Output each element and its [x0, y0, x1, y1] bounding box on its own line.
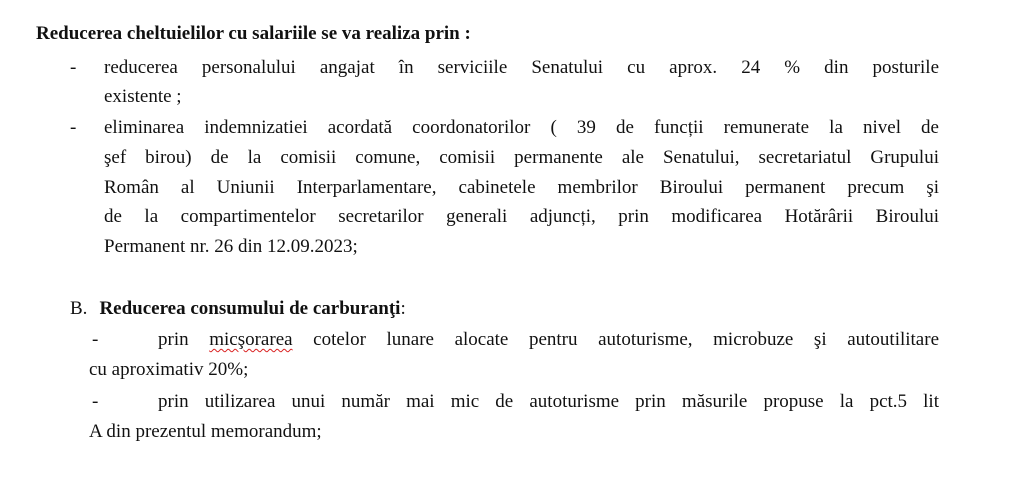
- paragraph-line: Român al Uniunii Interparlamentare, cabinetele membrilor Biroului permanent precum şi: [104, 177, 939, 198]
- section-heading: Reducerea cheltuielilor cu salariile se va realiza prin :: [36, 23, 471, 44]
- paragraph-line: reducerea personalului angajat în serviciile Senatului cu aprox. 24 % din posturile: [104, 57, 939, 78]
- paragraph-line: prin utilizarea unui număr mai mic de autoturisme prin măsurile propuse la pct.5 lit: [158, 391, 939, 412]
- section-b-heading: [70, 297, 406, 321]
- paragraph-line: [158, 328, 939, 352]
- text-run: cotelor lunare alocate pentru autoturisme, microbuze şi autoutilitare: [292, 329, 940, 350]
- text-run: prin: [158, 329, 210, 350]
- paragraph-line: eliminarea indemnizatiei acordată coordonatorilor ( 39 de funcții remunerate la nivel de: [104, 117, 939, 138]
- paragraph-line: cu aproximativ 20%;: [89, 359, 249, 380]
- paragraph-line: şef birou) de la comisii comune, comisii permanente ale Senatului, secretariatul Grupului: [104, 147, 939, 168]
- bullet-dash: -: [92, 391, 99, 412]
- section-b-title-suffix: :: [400, 298, 406, 319]
- misspelled-word[interactable]: micşorarea: [209, 329, 293, 350]
- paragraph-line: existente ;: [104, 86, 182, 107]
- paragraph-line: A din prezentul memorandum;: [89, 421, 322, 442]
- bullet-dash: -: [70, 57, 77, 78]
- paragraph-line: Permanent nr. 26 din 12.09.2023;: [104, 236, 358, 257]
- paragraph-line: de la compartimentelor secretarilor generali adjuncți, prin modificarea Hotărârii Biroului: [104, 206, 939, 227]
- bullet-dash: -: [92, 329, 99, 350]
- bullet-dash: -: [70, 117, 77, 138]
- section-b-title: Reducerea consumului de carburanţi: [99, 298, 401, 319]
- section-marker: B.: [70, 298, 88, 319]
